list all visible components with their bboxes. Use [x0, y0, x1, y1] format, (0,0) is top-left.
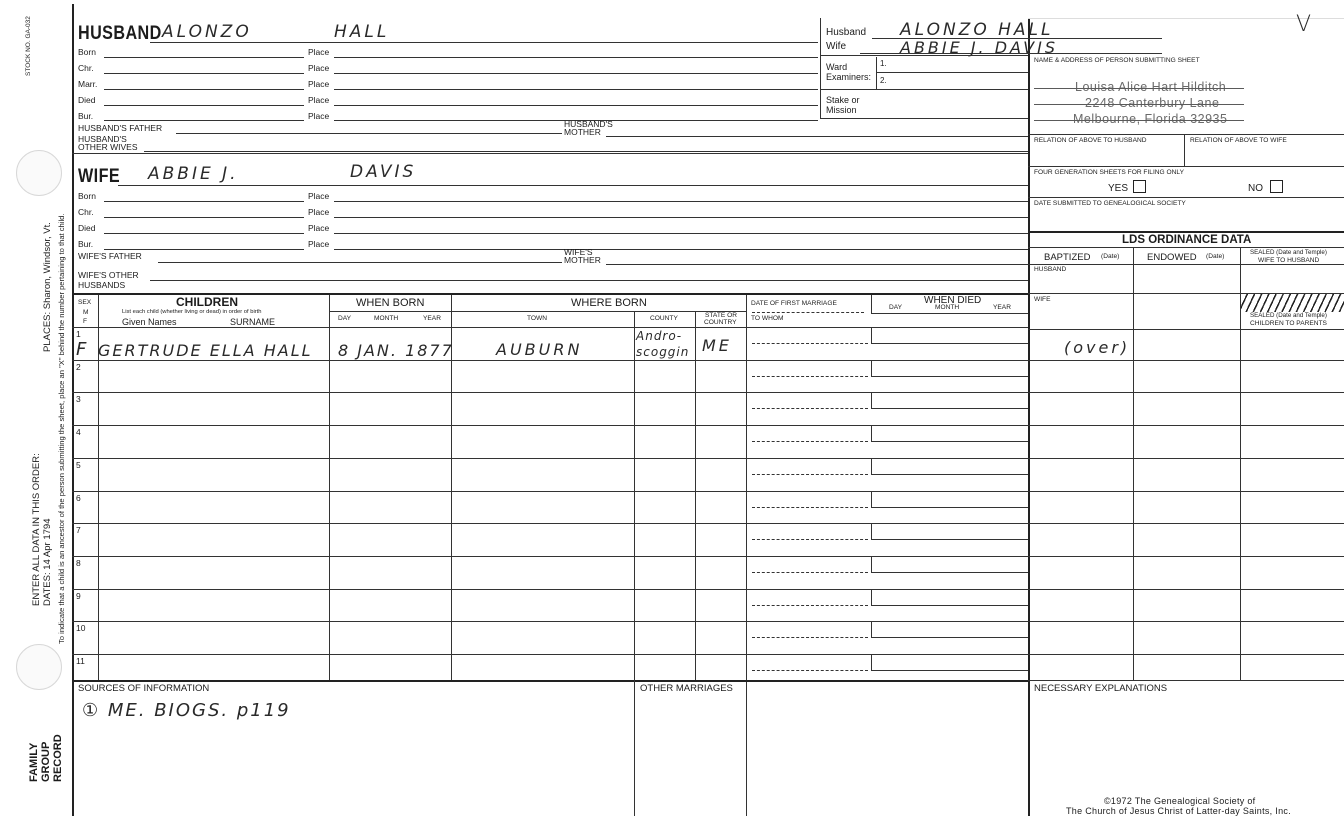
copyright-line: The Church of Jesus Christ of Latter-day Saints, Inc.: [1066, 806, 1291, 816]
surname-label: SURNAME: [230, 317, 276, 327]
marriage-date-line: [752, 539, 868, 540]
relation-wife-label: RELATION OF ABOVE TO WIFE: [1190, 137, 1287, 144]
stock-number: STOCK NO. GA-032: [25, 16, 32, 76]
lds-row-rule: [1028, 556, 1344, 557]
submitter-line-3: Melbourne, Florida 32935: [1073, 112, 1228, 126]
child-ancestor-instruction: To indicate that a child is an ancestor of the person submitting the sheet, place an "X" behind the number pertaining to that child.: [57, 213, 66, 644]
row-rule: [72, 425, 1028, 426]
wife-father-label: WIFE'S FATHER: [78, 251, 142, 261]
wife-surname: DAVIS: [350, 162, 417, 182]
died-line: [871, 474, 1028, 475]
husband-surname: HALL: [334, 22, 390, 42]
husband-heading: HUSBAND: [78, 23, 162, 44]
row-rule: [72, 621, 1028, 622]
row-rule: [72, 491, 1028, 492]
rule: [334, 73, 818, 74]
wife-born-label: Born: [78, 191, 96, 201]
child1-county: Andro-: [636, 329, 683, 343]
other-marriages-label: OTHER MARRIAGES: [640, 683, 733, 694]
lds-row-rule: [1028, 360, 1344, 361]
rule: [876, 72, 1028, 73]
rule: [1184, 134, 1185, 166]
rule: [104, 105, 304, 106]
died-bracket: [871, 590, 872, 606]
explanations-label: NECESSARY EXPLANATIONS: [1034, 683, 1168, 694]
place-label: Place: [308, 223, 330, 233]
rule: [150, 280, 1028, 281]
lds-row-rule: [1028, 589, 1344, 590]
row-rule: [72, 458, 1028, 459]
form-title-line: FAMILY: [28, 742, 40, 782]
child-row-number: 7: [76, 525, 81, 536]
copyright-line: ©1972 The Genealogical Society of: [1104, 796, 1256, 806]
four-gen-label: FOUR GENERATION SHEETS FOR FILING ONLY: [1034, 169, 1184, 176]
relation-husband-label: RELATION OF ABOVE TO HUSBAND: [1034, 137, 1147, 144]
endowed-label: ENDOWED: [1147, 252, 1197, 263]
died-line: [871, 343, 1028, 344]
town-label: TOWN: [527, 315, 548, 322]
husband-label-right: Husband: [826, 27, 867, 38]
children-list-note: List each child (whether living or dead) in order of birth: [122, 309, 262, 315]
died-bracket: [871, 361, 872, 377]
row-rule: [72, 523, 1028, 524]
ward-label: Ward: [826, 62, 848, 72]
husband-chr-label: Chr.: [78, 63, 94, 73]
lds-row-rule: [1028, 621, 1344, 622]
examiner-2: 2.: [880, 76, 887, 85]
child1-county: scoggin: [636, 345, 690, 359]
row-rule: [72, 589, 1028, 590]
sealed-children-label: SEALED (Date and Temple): [1250, 312, 1327, 319]
died-bracket: [871, 557, 872, 573]
lds-row-rule: [1028, 458, 1344, 459]
husband-other-wives-label: HUSBAND'S: [78, 134, 127, 144]
died-line: [871, 670, 1028, 671]
wife-mother-label: MOTHER: [564, 255, 601, 265]
rule: [334, 233, 1028, 234]
no-label: NO: [1248, 183, 1263, 194]
strike-line: [1034, 104, 1244, 105]
where-born-label: WHERE BORN: [571, 297, 647, 309]
place-label: Place: [308, 191, 330, 201]
place-label: Place: [308, 47, 330, 57]
lds-husband-label: HUSBAND: [1034, 266, 1067, 273]
place-label: Place: [308, 63, 330, 73]
hatched-cell: [1241, 294, 1344, 312]
rule: [606, 136, 1028, 137]
wife-chr-label: Chr.: [78, 207, 94, 217]
died-month-label: MONTH: [935, 304, 960, 311]
lds-row-rule: [1028, 523, 1344, 524]
child-row-number: 8: [76, 557, 81, 568]
husband-father-label: HUSBAND'S FATHER: [78, 123, 163, 133]
rule: [104, 201, 304, 202]
rule: [104, 233, 304, 234]
place-label: Place: [308, 95, 330, 105]
rule: [695, 311, 696, 680]
child-row-number: 1: [76, 329, 81, 339]
county-label: COUNTY: [650, 315, 678, 322]
rule: [334, 249, 1028, 250]
given-names-label: Given Names: [122, 317, 177, 327]
died-bracket: [871, 492, 872, 508]
rule: [871, 295, 872, 313]
child1-state: ME: [702, 336, 732, 355]
row-rule: [72, 392, 1028, 393]
child1-town: AUBURN: [496, 340, 583, 359]
form-title-line: RECORD: [52, 734, 64, 782]
punch-hole: [16, 150, 62, 196]
no-checkbox[interactable]: [1270, 180, 1283, 193]
died-line: [871, 605, 1028, 606]
rule: [871, 313, 1028, 314]
husband-name-right: ALONZO HALL: [900, 20, 1054, 40]
wife-heading: WIFE: [78, 166, 121, 187]
sealed-wife-label: SEALED (Date and Temple): [1250, 249, 1327, 256]
header-divider: [820, 18, 821, 118]
died-line: [871, 441, 1028, 442]
strike-line: [1034, 120, 1244, 121]
died-line: [871, 539, 1028, 540]
sources-value: ① ME. BIOGS. p119: [82, 700, 291, 721]
husband-died-label: Died: [78, 95, 96, 105]
child-row-number: 4: [76, 427, 81, 438]
marriage-date-line: [752, 605, 868, 606]
year-label: YEAR: [423, 315, 441, 322]
child1-born: 8 JAN. 1877: [338, 341, 454, 360]
rule: [104, 120, 304, 121]
rule: [334, 217, 1028, 218]
day-label: DAY: [338, 315, 352, 322]
to-whom-label: TO WHOM: [751, 315, 784, 322]
rule: [334, 57, 818, 58]
sex-label: SEX: [78, 299, 92, 306]
date-tag: (Date): [1101, 253, 1120, 260]
marriage-date-line: [752, 670, 868, 671]
yes-checkbox[interactable]: [1133, 180, 1146, 193]
sex-f: F: [83, 318, 88, 325]
when-born-label: WHEN BORN: [356, 297, 425, 309]
marriage-date-line: [752, 408, 868, 409]
rule: [606, 264, 1028, 265]
stake-label: Stake or: [826, 95, 860, 105]
rule: [329, 311, 746, 312]
rule: [820, 118, 1028, 119]
child-row-number: 2: [76, 361, 81, 372]
places-note: PLACES: Sharon, Windsor, Vt.: [42, 222, 53, 352]
marriage-date-line: [752, 343, 868, 344]
marriage-date-line: [752, 474, 868, 475]
marriage-date-line: [752, 441, 868, 442]
rule: [72, 680, 1028, 682]
marriage-date-line: [752, 507, 868, 508]
marriage-date-line: [752, 637, 868, 638]
rule: [1028, 329, 1344, 330]
rule: [1028, 264, 1344, 265]
stake-label: Mission: [826, 105, 857, 115]
rule: [334, 105, 818, 106]
enter-data-order: ENTER ALL DATA IN THIS ORDER:: [31, 453, 42, 606]
place-label: Place: [308, 79, 330, 89]
rule: [1028, 680, 1344, 681]
rule: [1028, 197, 1344, 198]
dates-example: DATES: 14 Apr 1794: [42, 518, 53, 606]
died-bracket: [871, 459, 872, 475]
when-died-label: WHEN DIED: [924, 295, 982, 306]
rule: [72, 327, 1028, 328]
rule: [820, 55, 1028, 56]
rule: [104, 57, 304, 58]
place-label: Place: [308, 239, 330, 249]
child-row-number: 3: [76, 394, 81, 405]
died-line: [871, 376, 1028, 377]
husband-marr-label: Marr.: [78, 79, 98, 89]
state-label: COUNTRY: [704, 319, 737, 326]
child-row-number: 5: [76, 459, 81, 470]
wife-other-husbands-label: HUSBANDS: [78, 280, 126, 290]
rule: [104, 89, 304, 90]
submitter-line-2: 2248 Canterbury Lane: [1085, 96, 1220, 110]
died-day-label: DAY: [889, 304, 903, 311]
date-submitted-label: DATE SUBMITTED TO GENEALOGICAL SOCIETY: [1034, 200, 1186, 207]
state-label: STATE OR: [705, 312, 737, 319]
child1-sex: F: [76, 339, 87, 360]
rule: [104, 73, 304, 74]
died-line: [871, 637, 1028, 638]
place-label: Place: [308, 111, 330, 121]
left-border: [72, 4, 74, 816]
lds-wife-label: WIFE: [1034, 296, 1051, 303]
child-row-number: 11: [76, 656, 85, 666]
child-row-number: 6: [76, 492, 81, 503]
right-panel-border: [1028, 18, 1030, 816]
rule: [334, 201, 1028, 202]
husband-mother-label: MOTHER: [564, 127, 601, 137]
punch-hole: [16, 644, 62, 690]
sealed-children-label: CHILDREN TO PARENTS: [1250, 320, 1327, 327]
sources-label: SOURCES OF INFORMATION: [78, 683, 210, 694]
died-bracket: [871, 622, 872, 638]
wife-given-name: ABBIE J.: [148, 164, 239, 184]
rule: [752, 312, 864, 313]
husband-other-wives-label: OTHER WIVES: [78, 142, 138, 152]
lds-row-rule: [1028, 392, 1344, 393]
died-line: [871, 408, 1028, 409]
marriage-date-line: [752, 376, 868, 377]
rule: [176, 133, 562, 134]
husband-born-label: Born: [78, 47, 96, 57]
rule: [1028, 231, 1344, 233]
check-mark: V: [1296, 12, 1315, 37]
baptized-label: BAPTIZED: [1044, 252, 1091, 263]
rule: [104, 249, 304, 250]
wife-bur-label: Bur.: [78, 239, 94, 249]
month-label: MONTH: [374, 315, 399, 322]
row-rule: [72, 556, 1028, 557]
husband-bur-label: Bur.: [78, 111, 94, 121]
form-title-line: GROUP: [40, 741, 52, 782]
rule: [104, 217, 304, 218]
rule: [144, 151, 1028, 152]
lds-row-rule: [1028, 491, 1344, 492]
child-row-number: 9: [76, 590, 81, 601]
rule: [118, 185, 1028, 186]
first-marriage-label: DATE OF FIRST MARRIAGE: [751, 300, 837, 307]
children-heading: CHILDREN: [176, 295, 238, 309]
examiner-1: 1.: [880, 59, 887, 68]
lds-row-rule: [1028, 654, 1344, 655]
rule: [634, 311, 635, 680]
husband-mother-label: HUSBAND'S: [564, 119, 613, 129]
husband-given-name: ALONZO: [162, 22, 252, 42]
marriage-date-line: [752, 572, 868, 573]
wife-other-husbands-label: WIFE'S OTHER: [78, 270, 139, 280]
rule: [820, 89, 1028, 90]
rule: [158, 262, 562, 263]
died-line: [871, 572, 1028, 573]
lds-title: LDS ORDINANCE DATA: [1122, 234, 1252, 246]
examiners-label: Examiners:: [826, 72, 872, 82]
rule: [150, 42, 818, 43]
row-rule: [72, 654, 1028, 655]
child1-lds-note: (over): [1064, 338, 1131, 357]
yes-label: YES: [1108, 183, 1129, 194]
sex-m: M: [83, 309, 89, 316]
wife-died-label: Died: [78, 223, 96, 233]
rule: [634, 680, 635, 816]
rule: [876, 57, 877, 89]
wife-mother-label: WIFE'S: [564, 247, 593, 257]
died-bracket: [871, 426, 872, 442]
child1-name: GERTRUDE ELLA HALL: [98, 341, 313, 360]
sealed-wife-label: WIFE TO HUSBAND: [1258, 257, 1320, 264]
died-year-label: YEAR: [993, 304, 1011, 311]
date-tag: (Date): [1206, 253, 1225, 260]
died-bracket: [871, 524, 872, 540]
rule: [1133, 247, 1134, 680]
child-row-number: 10: [76, 623, 86, 634]
submitter-label: NAME & ADDRESS OF PERSON SUBMITTING SHEET: [1034, 57, 1200, 64]
wife-name-right: ABBIE J. DAVIS: [900, 38, 1058, 57]
submitter-line-1: Louisa Alice Hart Hilditch: [1075, 80, 1227, 94]
wife-label-right: Wife: [826, 41, 846, 52]
place-label: Place: [308, 207, 330, 217]
rule: [72, 153, 1028, 154]
rule: [1028, 166, 1344, 167]
strike-line: [1034, 88, 1244, 89]
died-bracket: [871, 655, 872, 671]
died-bracket: [871, 393, 872, 409]
lds-row-rule: [1028, 425, 1344, 426]
rule: [1028, 247, 1344, 248]
rule: [334, 89, 818, 90]
died-line: [871, 507, 1028, 508]
died-bracket: [871, 328, 872, 344]
rule: [1028, 134, 1344, 135]
